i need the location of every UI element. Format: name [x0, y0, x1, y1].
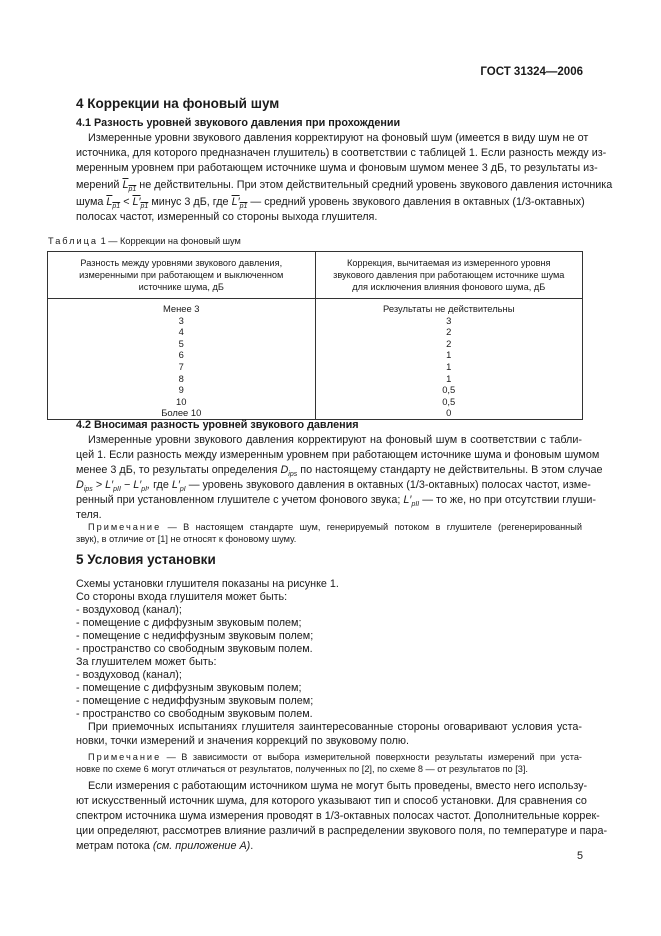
- list-item: - помещение с диффузным звуковым полем;: [76, 617, 302, 629]
- table-cell: 10: [48, 396, 316, 408]
- table-cell: 0,5: [315, 396, 583, 408]
- paragraph-line: Измеренные уровни звукового давления корректируют на фоновый шум в соответствии с табли-: [88, 434, 582, 446]
- table-cell: 7: [48, 361, 316, 373]
- paragraph-line: Измеренные уровни звукового давления корректируют на фоновый шум (имеется в виду шум не от: [88, 132, 589, 144]
- table-row: [48, 361, 583, 373]
- paragraph-line: шума $L_{p1} < L'_{p1}$ минус 3 дБ, где $L'_{p1}$ — средний уровень звукового давления в октавных (1/3-октавных): [76, 196, 585, 211]
- table-cell: 2: [315, 326, 583, 338]
- table-cell: 6: [48, 349, 316, 361]
- note-line: новке по схеме 6 могут отличаться от результатов, полученных по [2], по схеме 8 — от результатов по [3].: [76, 764, 528, 774]
- paragraph-line: Если измерения с работающим источником шума не могут быть проведены, вместо него использу-: [88, 780, 588, 792]
- paragraph-line: За глушителем может быть:: [76, 656, 217, 668]
- list-item: - помещение с недиффузным звуковым полем;: [76, 630, 314, 642]
- note-line: Примечание — В настоящем стандарте шум, генерируемый потоком в глушителе (регенерированный: [88, 522, 582, 532]
- table-cell: 3: [48, 315, 316, 327]
- paragraph-line: При приемочных испытаниях глушителя заинтересованные стороны оговаривают условия уста-: [88, 721, 582, 733]
- paragraph-line: ют искусственный источник шума, для которого указывают тип и способ установки. Для сравнения со: [76, 795, 587, 807]
- paragraph-line: $D_{ips} > L'_{pII} - L'_{pI}$, где $L'_{pI}$ — уровень звукового давления в октавных (1/3-октавных) полосах частот, изме-: [76, 479, 591, 494]
- paragraph-line: метрам потока (см. приложение А).: [76, 840, 254, 852]
- paragraph-line: теля.: [76, 509, 102, 521]
- table-cell: 8: [48, 373, 316, 385]
- note-line: Примечание — В зависимости от выбора измерительной поверхности результаты измерений при уста-: [88, 752, 582, 762]
- table-row: [48, 326, 583, 338]
- table-row: [48, 384, 583, 396]
- paragraph-line: полосах частот, измеренный со стороны выхода глушителя.: [76, 211, 378, 223]
- table-row: [48, 315, 583, 327]
- table-row: [48, 373, 583, 385]
- table-row: [48, 396, 583, 408]
- table-row: [48, 407, 583, 419]
- table-cell: 1: [315, 349, 583, 361]
- list-item: - пространство со свободным звуковым полем.: [76, 708, 313, 720]
- note-line: звук), в отличие от [1] не относят к фоновому шуму.: [76, 534, 297, 544]
- page-number: 5: [576, 850, 583, 862]
- paragraph-line: цей 1. Если разность между измеренным уровнем при работающем источнике шума и фоновым шумом: [76, 449, 600, 461]
- section-4-title: 4 Коррекции на фоновый шум: [76, 96, 280, 111]
- table-cell: 0,5: [315, 384, 583, 396]
- table-caption: Таблица 1 — Коррекции на фоновый шум: [48, 236, 241, 246]
- paragraph-line: меренным уровнем при работающем источнике шума и фоновым шумом менее 3 дБ, то результаты из-: [76, 162, 598, 174]
- standard-header: ГОСТ 31324—2006: [480, 66, 583, 78]
- table-header-correction: Коррекция, вычитаемая из измеренного уровня звукового давления при работающем источнике шума для исключения влияния фонового шума, дБ: [315, 252, 583, 299]
- subsection-4-2-title: 4.2 Вносимая разность уровней звукового давления: [76, 419, 359, 431]
- paragraph-line: спектром источника шума измерения проводят в 1/3-октавных полосах частот. Дополнительные коррек-: [76, 810, 600, 822]
- list-item: - воздуховод (канал);: [76, 669, 182, 681]
- table-cell: 9: [48, 384, 316, 396]
- table-cell: 0: [315, 407, 583, 419]
- paragraph-line: ренный при установленном глушителе с учетом фонового звука; $L'_{pII}$ — то же, но при отсутствии глуши-: [76, 494, 596, 509]
- table-cell: 1: [315, 361, 583, 373]
- list-item: - помещение с недиффузным звуковым полем;: [76, 695, 314, 707]
- table-cell: 1: [315, 373, 583, 385]
- background-noise-correction-table: [47, 251, 583, 420]
- list-item: - воздуховод (канал);: [76, 604, 182, 616]
- table-row: [48, 349, 583, 361]
- paragraph-line: ции определяют, рассмотрев влияние различий в распределении звукового поля, по температуре и пара-: [76, 825, 608, 837]
- list-item: - помещение с диффузным звуковым полем;: [76, 682, 302, 694]
- table-cell: 4: [48, 326, 316, 338]
- section-5-title: 5 Условия установки: [76, 552, 216, 567]
- table-cell: 2: [315, 338, 583, 350]
- table-cell: Результаты не действительны: [315, 299, 583, 315]
- subsection-4-1-title: 4.1 Разность уровней звукового давления при прохождении: [76, 117, 401, 129]
- list-item: - пространство со свободным звуковым полем.: [76, 643, 313, 655]
- paragraph-line: источника, для которого предназначен глушитель) в соответствии с таблицей 1. Если разность между из-: [76, 147, 607, 159]
- paragraph-line: Со стороны входа глушителя может быть:: [76, 591, 288, 603]
- table-cell: 5: [48, 338, 316, 350]
- paragraph-line: Схемы установки глушителя показаны на рисунке 1.: [76, 578, 339, 590]
- table-cell: 3: [315, 315, 583, 327]
- paragraph-line: новки, точки измерений и значения коррекций по звуковому полю.: [76, 735, 410, 747]
- paragraph-line: мерений $L_{p1}$ не действительны. При этом действительный средний уровень звукового давления источника: [76, 179, 613, 194]
- table-header-difference: Разность между уровнями звукового давления, измеренными при работающем и выключенном источнике шума, дБ: [48, 252, 316, 299]
- table-cell: Более 10: [48, 407, 316, 419]
- table-cell: Менее 3: [48, 299, 316, 315]
- paragraph-line: менее 3 дБ, то результаты определения $D_{ips}$ по настоящему стандарту не действительны. В этом случае: [76, 464, 603, 479]
- table-row: [48, 299, 583, 315]
- table-row: [48, 338, 583, 350]
